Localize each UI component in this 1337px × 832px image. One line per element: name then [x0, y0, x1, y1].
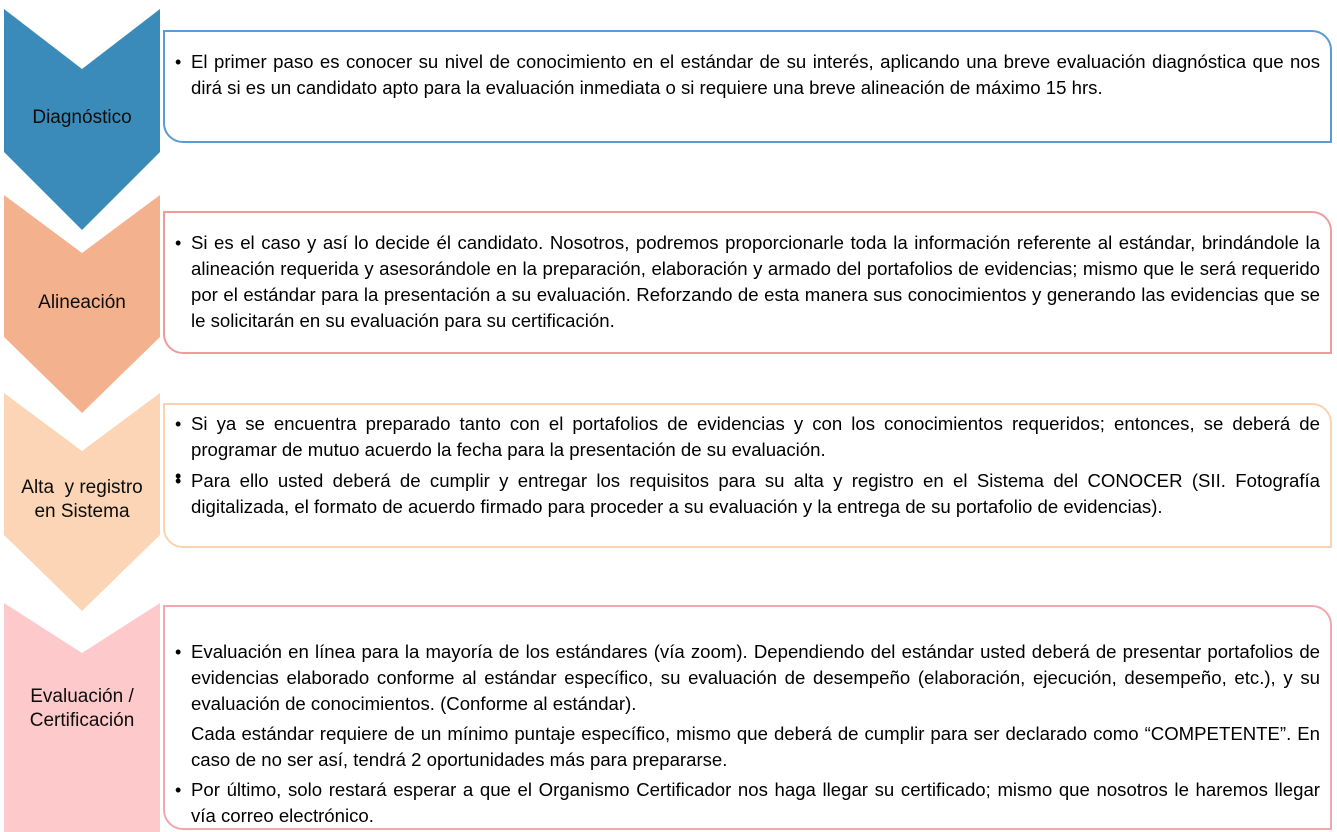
step-label-line2: Certificación	[29, 710, 135, 731]
chevron-evaluacion-certificacion	[4, 603, 160, 832]
step-label: Diagnóstico	[32, 107, 132, 128]
bullet-text: • El primer paso es conocer su nivel de conocimiento en el estándar de su interés, aplicando una breve evaluación diagnóstica que nos dirá si es un candidato apto para la evaluación inmediata o si requiere una breve alineación de máximo 15 hrs.	[175, 49, 1320, 101]
bullet-text: • Si es el caso y así lo decide él candidato. Nosotros, podremos proporcionarle toda la información referente al estándar, brindándole la alineación requerida y asesorándole en la preparación, elaboración y armado del portafolios de evidencias; mismo que le será requerido por el estándar para la presentación a su evaluación. Reforzando de esta manera sus conocimientos y generando las evidencias que se le solicitarán en su evaluación para su certificación.	[175, 230, 1320, 334]
step-box-diagnostico	[163, 30, 1332, 143]
step-box-evaluacion-certificacion	[163, 605, 1332, 830]
step-label: Alineación	[38, 292, 126, 313]
bullet-text: • Para ello usted deberá de cumplir y entregar los requisitos para su alta y registro en el Sistema del CONOCER (SII. Fotografía digitalizada, el formato de acuerdo firmado para proceder a su evaluación y la entrega de su portafolio de evidencias).	[175, 468, 1320, 520]
step-label	[4, 476, 160, 524]
chevron-alta-registro	[4, 393, 160, 611]
step-label-line2: en Sistema	[34, 501, 130, 522]
chevron-alineacion	[4, 195, 160, 413]
step-label-line1: Evaluación /	[30, 686, 134, 707]
bullet-text: • Si ya se encuentra preparado tanto con el portafolios de evidencias y con los conocimientos requeridos; entonces, se deberá de programar de mutuo acuerdo la fecha para la presentación de su evaluación.	[175, 411, 1320, 463]
step-label-line1: Alta y registro	[21, 477, 143, 498]
bullet-text: • Evaluación en línea para la mayoría de los estándares (vía zoom). Dependiendo del estándar usted deberá de presentar portafolios de evidencias elaborado conforme al estándar específico, su evaluación de desempeño (elaboración, ejecución, desempeño, etc.), y su evaluación de conocimientos. (Conforme al estándar).	[175, 639, 1320, 717]
step-box-alineacion	[163, 211, 1332, 354]
step-box-alta-registro	[163, 403, 1332, 548]
bullet-text: • Por último, solo restará esperar a que el Organismo Certificador nos haga llegar su certificado; mismo que nosotros le haremos llegar vía correo electrónico.	[175, 777, 1320, 829]
step-label	[4, 685, 160, 733]
continuation-text: Cada estándar requiere de un mínimo puntaje específico, mismo que deberá de cumplir para ser declarado como “COMPETENTE”. En caso de no ser así, tendrá 2 oportunidades más para prepararse.	[191, 723, 1320, 770]
